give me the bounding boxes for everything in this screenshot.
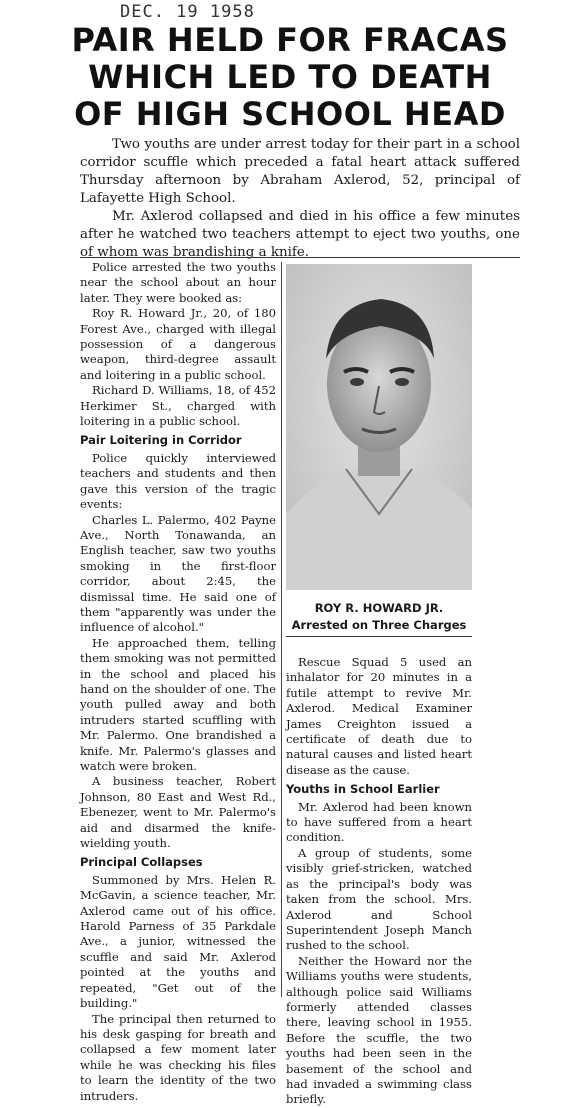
date-stamp: DEC. 19 1958 — [120, 2, 255, 22]
photo-caption-name: ROY R. HOWARD JR. — [314, 601, 444, 615]
headline-line-1: PAIR HELD FOR FRACAS — [71, 21, 509, 59]
paragraph: Rescue Squad 5 used an inhalator for 20 minutes in a futile attempt to revive Mr. Axlerod. Medical Examiner James Creighton issued a certificate of death due to natural causes and listed heart disease as the cause. — [286, 655, 472, 777]
right-column — [286, 655, 472, 1108]
paragraph: Police arrested the two youths near the school about an hour later. They were booked as: — [80, 260, 276, 305]
headline-line-3: OF HIGH SCHOOL HEAD — [74, 95, 506, 133]
paragraph: Charles L. Palermo, 402 Payne Ave., North Tonawanda, an English teacher, saw two youths smoking in the first-floor corridor, about 2:45, the dismissal time. He said one of them "apparently was under the influence of alcohol." — [80, 512, 276, 635]
subhead-principal-collapses: Principal Collapses — [80, 855, 203, 870]
paragraph: Richard D. Williams, 18, of 452 Herkimer St., charged with loitering in a public school. — [80, 383, 276, 429]
column-divider — [281, 262, 282, 997]
caption-divider — [286, 636, 472, 637]
lede — [80, 136, 520, 262]
paragraph: Mr. Axlerod had been known to have suffered from a heart condition. — [286, 799, 472, 845]
lede-paragraph-2: Mr. Axlerod collapsed and died in his office a few minutes after he watched two teachers attempt to eject two youths, one of whom was brandishing a knife. — [80, 209, 520, 260]
paragraph: Neither the Howard nor the Williams youths were students, although police said Williams formerly attended classes there, leaving school in 1955. Before the scuffle, the two youths had been seen in the basement of the school and had invaded a swimming class briefly. — [286, 953, 472, 1107]
lede-divider — [80, 257, 520, 258]
paragraph: Roy R. Howard Jr., 20, of 180 Forest Ave., charged with illegal possession of a dangerous weapon, third-degree assault and loitering in a public school. — [80, 306, 276, 382]
subhead-pair-loitering: Pair Loitering in Corridor — [80, 433, 242, 448]
left-column — [80, 260, 276, 1104]
lede-paragraph-1: Two youths are under arrest today for their part in a school corridor scuffle which preceded a fatal heart attack suffered Thursday afternoon by Abraham Axlerod, 52, principal of Lafayette High School. — [80, 137, 520, 206]
subhead-youths-in-school: Youths in School Earlier — [286, 782, 440, 797]
paragraph: He approached them, telling them smoking was not permitted in the school and placed his hand on the shoulder of one. The youth pulled away and both intruders started scuffling with Mr. Palermo. One brandished a knife. Mr. Palermo's glasses and watch were broken. — [80, 635, 276, 773]
headline-line-2: WHICH LED TO DEATH — [88, 58, 492, 96]
portrait-image — [286, 264, 472, 590]
paragraph: Summoned by Mrs. Helen R. McGavin, a science teacher, Mr. Axlerod came out of his office. Harold Parness of 35 Parkdale Ave., a junior, witnessed the scuffle and said Mr. Axlerod pointed at the youths and repeated, "Get out of the building." — [80, 872, 276, 1011]
headline — [70, 22, 510, 133]
paragraph: The principal then returned to his desk gasping for breath and collapsed a few moment later while he was checking his files to learn the identity of the two intruders. — [80, 1011, 276, 1103]
paragraph: A business teacher, Robert Johnson, 80 East and West Rd., Ebenezer, went to Mr. Palermo's aid and disarmed the knife-wielding youth. — [80, 774, 276, 851]
portrait-photo — [286, 264, 472, 590]
paragraph: Police quickly interviewed teachers and students and then gave this version of the tragic events: — [80, 450, 276, 512]
photo-caption-subtitle: Arrested on Three Charges — [291, 618, 467, 632]
paragraph: A group of students, some visibly grief-stricken, watched as the principal's body was taken from the school. Mrs. Axlerod and School Superintendent Joseph Manch rushed to the school. — [286, 845, 472, 953]
